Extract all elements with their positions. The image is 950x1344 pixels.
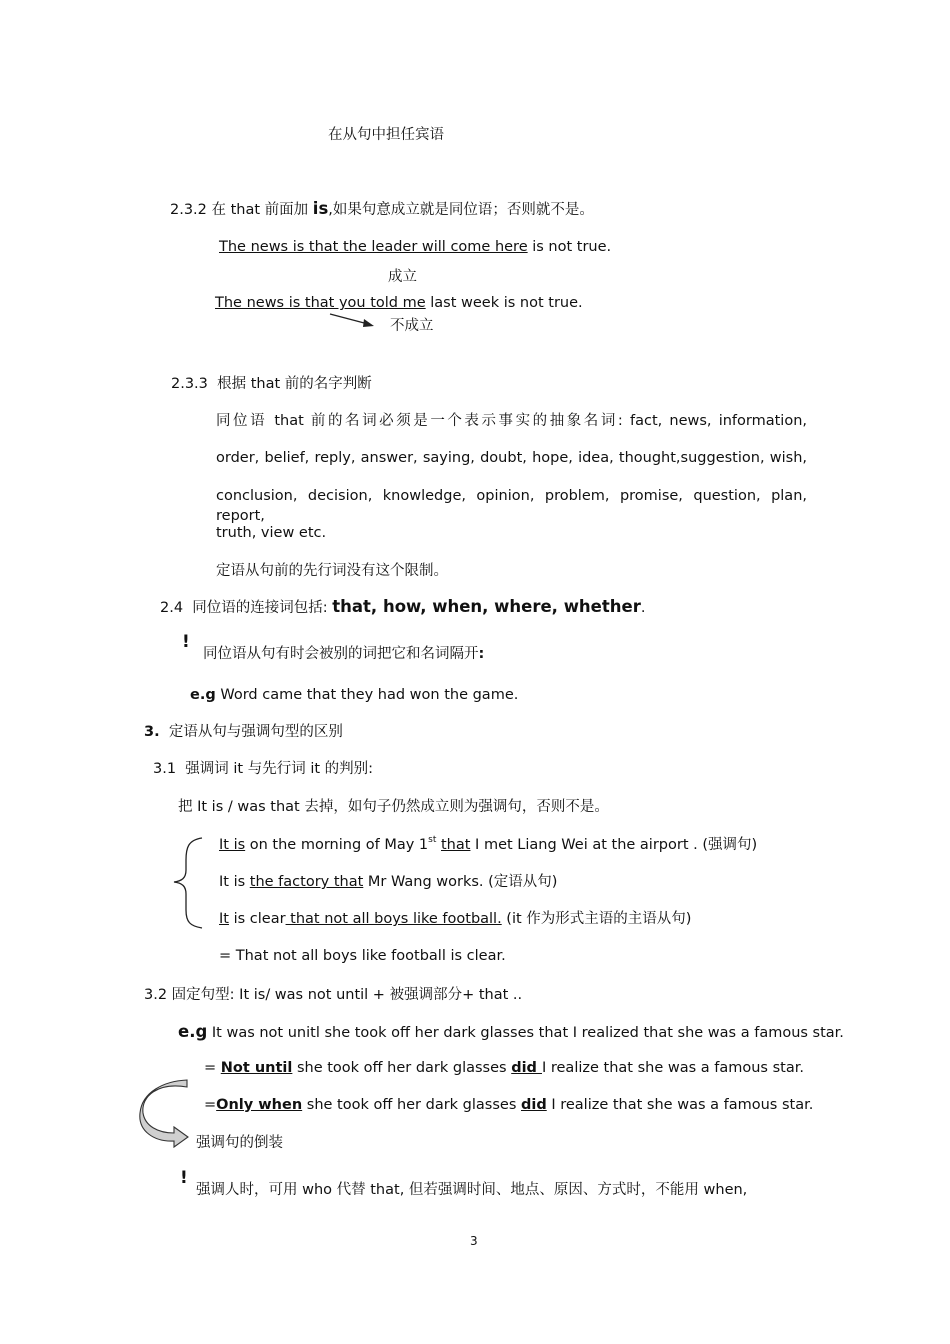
eg-label: e.g [178, 1022, 208, 1041]
section-number: 2.3.3 [171, 376, 208, 392]
is-word: is [312, 199, 329, 218]
section-title: 同位语的连接词包括: [192, 600, 333, 616]
noun-list-line-3: conclusion, decision, knowledge, opinion, problem, promise, question, plan, report, [216, 488, 807, 524]
u-did: did [511, 1060, 542, 1076]
emphasis-rule: 把 It is / was that 去掉，如句子仍然成立则为强调句，否则不是。 [178, 799, 609, 815]
section-title: 定语从句与强调句型的区别 [168, 724, 343, 740]
section-number: 2.4 [160, 600, 184, 616]
text: she took off her dark glasses [302, 1097, 521, 1113]
u-did: did [521, 1097, 547, 1113]
u-factory: the factory that [249, 874, 364, 890]
u-it-is: It is [219, 837, 246, 853]
u-it: It [219, 911, 229, 927]
text: (it 作为形式主语的主语从句) [501, 911, 692, 927]
section-number: 2.3.2 [170, 202, 207, 218]
text: = [204, 1097, 217, 1113]
noun-rule: 同位语 that 前的名词必须是一个表示事实的抽象名词 [216, 413, 618, 429]
section-text: 在 that 前面加 [211, 202, 313, 218]
object-clause-heading: 在从句中担任宾语 [328, 127, 444, 143]
connector-words: that, how, when, where, whether [332, 597, 641, 616]
invalid-label: 不成立 [390, 318, 434, 334]
text: is clear [228, 911, 286, 927]
exclamation-icon: ! [182, 632, 190, 652]
valid-label: 成立 [388, 269, 417, 285]
eg-text: Word came that they had won the game. [215, 687, 519, 703]
u-clause: that not all boys like football. [285, 911, 502, 927]
text: I realize that she was a famous star. [546, 1097, 814, 1113]
u-that: that [441, 837, 471, 853]
period: . [640, 600, 646, 616]
noun-list-line-2: order, belief, reply, answer, saying, doubt, hope, idea, thought,suggestion, wish, [216, 450, 807, 466]
section-title: 根据 that 前的名字判断 [217, 376, 372, 392]
text: I met Liang Wei at the airport . (强调句) [470, 837, 758, 853]
section-number: 3.1 [153, 761, 177, 777]
antecedent-note: 定语从句前的先行词没有这个限制。 [216, 563, 448, 579]
page-number: 3 [470, 1234, 478, 1248]
text: I realize that she was a famous star. [541, 1060, 804, 1076]
curved-arrow-icon [140, 1080, 188, 1147]
section-text-post: ,如果句意成立就是同位语；否则就不是。 [328, 202, 594, 218]
sentence-rest: last week is not true. [425, 295, 583, 311]
note-emphasis-person: 强调人时，可用 who 代替 that, 但若强调时间、地点、原因、方式时，不能用 when, [196, 1182, 748, 1198]
section-number: 3. [144, 724, 160, 740]
exclamation-icon-2: ! [180, 1168, 188, 1188]
superscript: st [428, 835, 437, 845]
text: she took off her dark glasses [292, 1060, 512, 1076]
text: Mr Wang works. (定语从句) [363, 874, 558, 890]
eg-text: It was not unitl she took off her dark glasses that I realized that she was a famous star. [207, 1025, 844, 1041]
text: It is [219, 874, 250, 890]
sentence-rest: is not true. [527, 239, 612, 255]
text: = [204, 1060, 221, 1076]
note-colon: : [478, 646, 485, 662]
curly-brace-icon [174, 838, 202, 928]
noun-examples: fact, news, information, [629, 413, 807, 429]
eg-label: e.g [190, 687, 216, 703]
inversion-label: 强调句的倒装 [196, 1135, 283, 1151]
section-title: 强调词 it 与先行词 it 的判别: [185, 761, 374, 777]
brace-example-d: = That not all boys like football is clear. [219, 948, 506, 964]
note-text: 同位语从句有时会被别的词把它和名词隔开 [203, 646, 479, 662]
text: on the morning of May 1 [245, 837, 429, 853]
u-key: Only when [216, 1097, 303, 1113]
underlined-clause: The news is that you told me [215, 295, 426, 311]
section-3-2: 3.2 固定句型: It is/ was not until + 被强调部分+ that .. [144, 987, 523, 1003]
noun-list-line-1: 同位语 that 前的名词必须是一个表示事实的抽象名词: fact, news, information, [216, 413, 807, 429]
underlined-clause: The news is that the leader will come here [219, 239, 528, 255]
u-key: Not until [220, 1060, 293, 1076]
noun-list-line-4: truth, view etc. [216, 525, 327, 541]
arrow-icon [330, 314, 374, 327]
